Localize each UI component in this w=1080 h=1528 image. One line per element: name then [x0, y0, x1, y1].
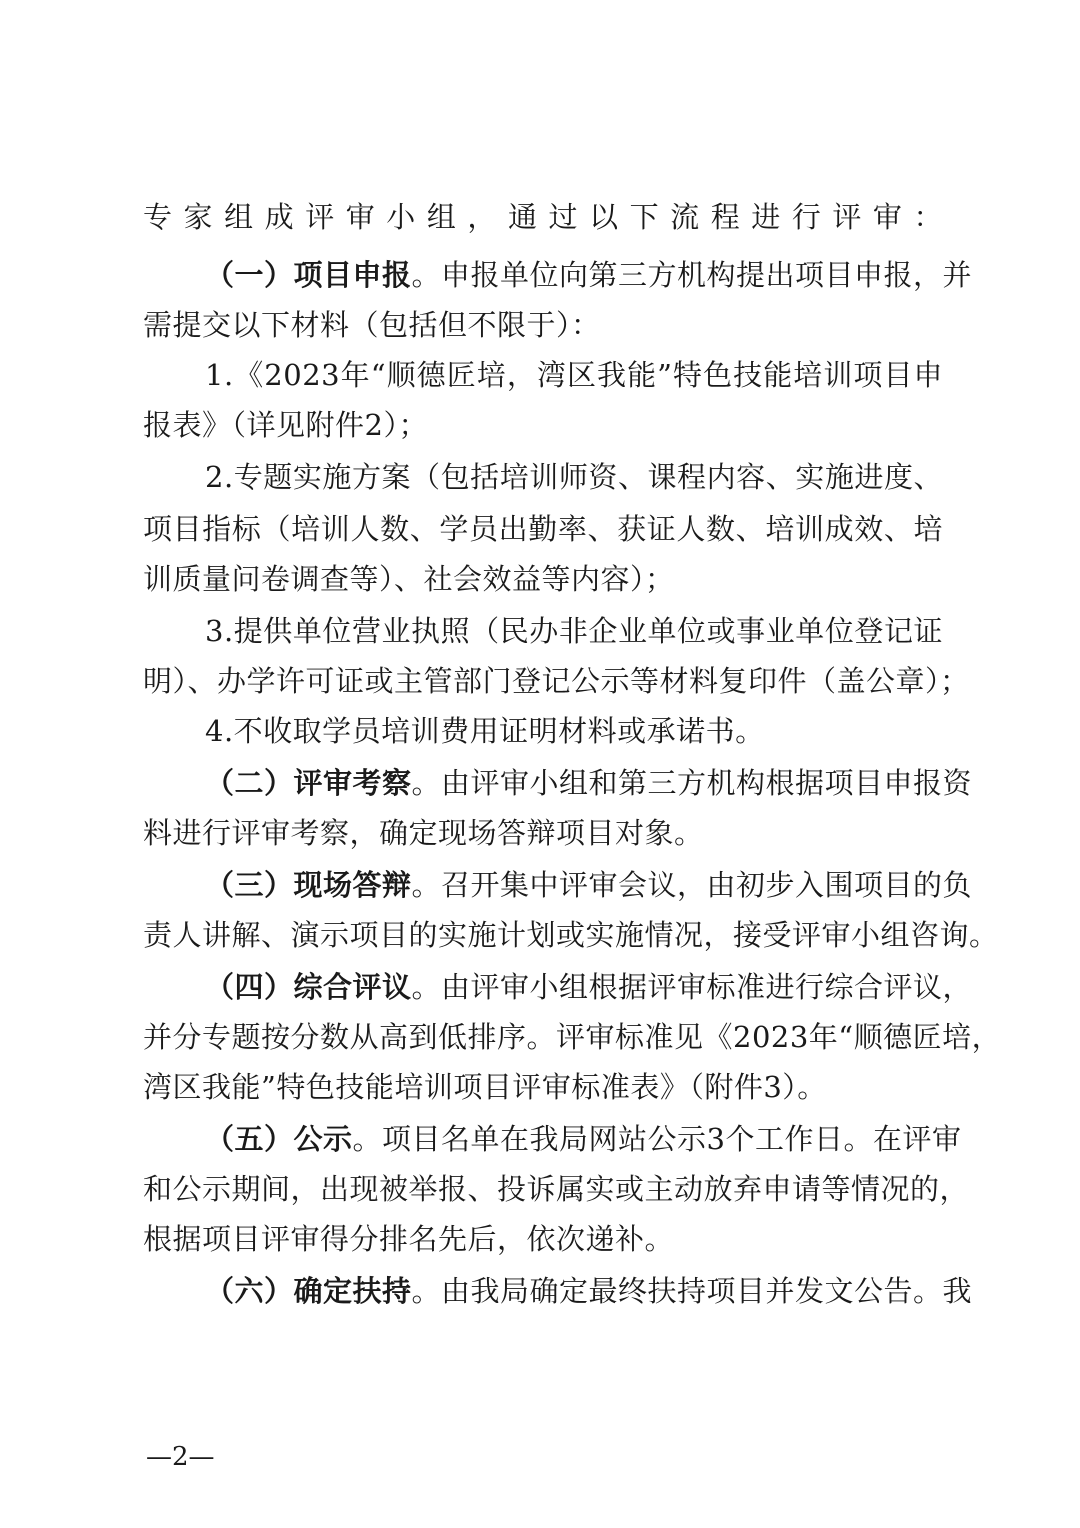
paragraph-line: 专家组成评审小组，通过以下流程进行评审：: [143, 200, 943, 234]
section-heading: （六）确定扶持: [205, 1274, 412, 1308]
section-text: 。召开集中评审会议，由初步入围项目的负: [411, 868, 973, 902]
paragraph-line: 根据项目评审得分排名先后，依次递补。: [143, 1222, 675, 1256]
paragraph-line: 需提交以下材料（包括但不限于）：: [143, 308, 601, 342]
section-heading: （一）项目申报: [205, 258, 412, 292]
section-heading: （五）公示: [205, 1122, 353, 1156]
section-line-3: [205, 865, 973, 905]
section-line-2: [205, 763, 973, 803]
list-item-2: 2.专题实施方案（包括培训师资、课程内容、实施进度、: [205, 460, 943, 494]
paragraph-line: 报表》（详见附件2）；: [143, 408, 428, 442]
paragraph-line: 责人讲解、演示项目的实施计划或实施情况，接受评审小组咨询。: [143, 918, 999, 952]
section-line-4: [205, 967, 973, 1007]
page-number: —2—: [146, 1442, 215, 1472]
paragraph-line: 训质量问卷调查等）、社会效益等内容）；: [143, 562, 675, 596]
section-line-1: [205, 255, 973, 295]
paragraph-line: 并分专题按分数从高到低排序。评审标准见《2023年“顺德匠培，: [143, 1020, 1002, 1054]
paragraph-line: 明）、办学许可证或主管部门登记公示等材料复印件（盖公章）；: [143, 664, 970, 698]
list-item-3: 3.提供单位营业执照（民办非企业单位或事业单位登记证: [205, 614, 943, 648]
section-text: 。由我局确定最终扶持项目并发文公告。我: [411, 1274, 973, 1308]
section-line-6: [205, 1271, 973, 1311]
list-item-1: 1.《2023年“顺德匠培，湾区我能”特色技能培训项目申: [205, 358, 943, 392]
paragraph-line: 和公示期间，出现被举报、投诉属实或主动放弃申请等情况的，: [143, 1172, 970, 1206]
section-line-5: [205, 1119, 962, 1159]
section-text: 。申报单位向第三方机构提出项目申报，并: [411, 258, 973, 292]
paragraph-line: 项目指标（培训人数、学员出勤率、获证人数、培训成效、培: [143, 512, 943, 546]
section-heading: （二）评审考察: [205, 766, 412, 800]
section-heading: （四）综合评议: [205, 970, 412, 1004]
section-text: 。由评审小组根据评审标准进行综合评议，: [411, 970, 973, 1004]
list-item-4: 4.不收取学员培训费用证明材料或承诺书。: [205, 714, 765, 748]
section-text: 。由评审小组和第三方机构根据项目申报资: [411, 766, 973, 800]
section-text: 。项目名单在我局网站公示3个工作日。在评审: [352, 1122, 962, 1156]
section-heading: （三）现场答辩: [205, 868, 412, 902]
paragraph-line: 料进行评审考察，确定现场答辩项目对象。: [143, 816, 704, 850]
paragraph-line: 湾区我能”特色技能培训项目评审标准表》（附件3）。: [143, 1070, 827, 1104]
